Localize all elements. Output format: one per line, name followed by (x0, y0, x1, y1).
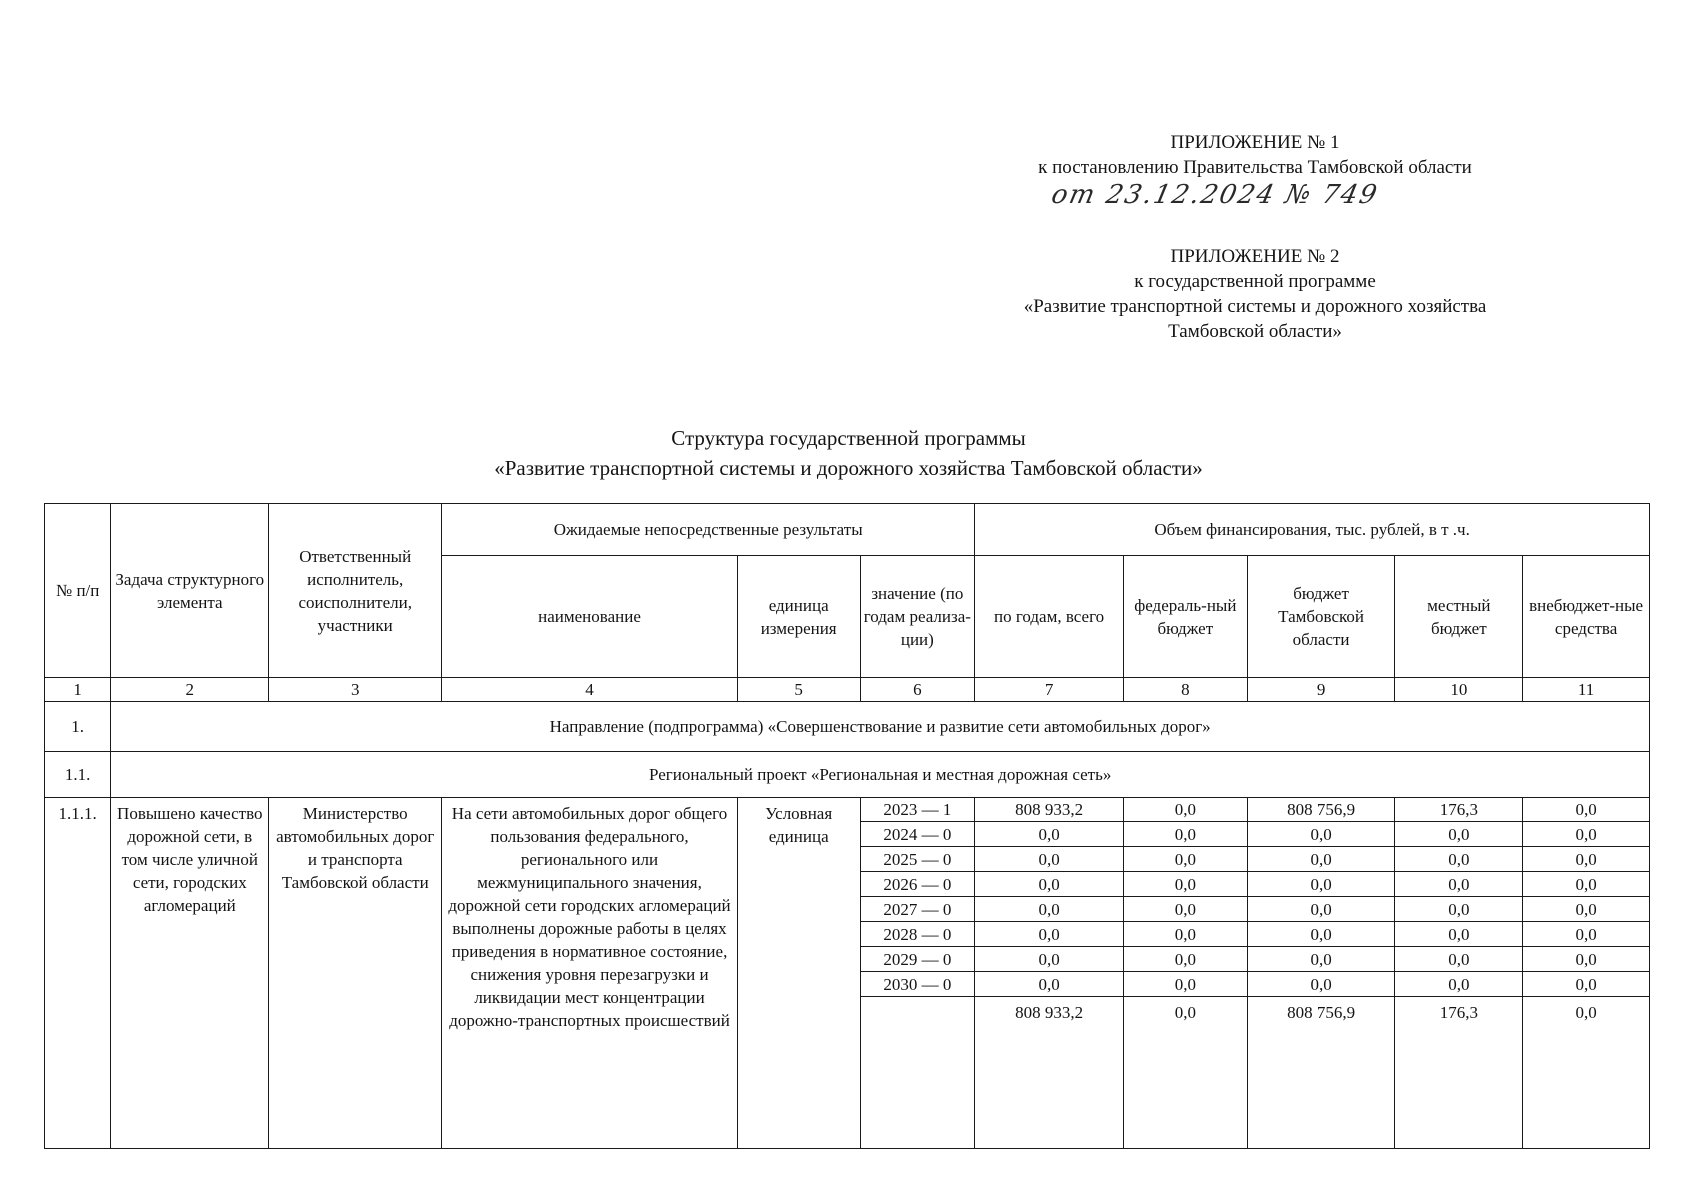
regional-amount: 0,0 (1247, 947, 1395, 972)
local-amount: 0,0 (1395, 822, 1523, 847)
year-value: 2025 — 0 (860, 847, 975, 872)
extra-amount: 0,0 (1523, 822, 1650, 847)
federal-amount: 0,0 (1123, 922, 1247, 947)
year-value: 2029 — 0 (860, 947, 975, 972)
header-unit: единица измерения (737, 556, 860, 678)
header-federal: федераль-ный бюджет (1123, 556, 1247, 678)
year-value: 2026 — 0 (860, 872, 975, 897)
local-amount: 0,0 (1395, 922, 1523, 947)
total-amount: 808 933,2 (975, 798, 1124, 822)
col-number: 1 (45, 678, 111, 702)
header-finance-group: Объем финансирования, тыс. рублей, в т .ч. (975, 504, 1650, 556)
extra-amount: 0,0 (1523, 897, 1650, 922)
col-number: 4 (442, 678, 738, 702)
appendix-2-line2: «Развитие транспортной системы и дорожного хозяйства (1023, 296, 1487, 317)
row-1-1-1-unit: Условная единица (737, 798, 860, 1149)
year-value: 2028 — 0 (860, 922, 975, 947)
total-amount: 0,0 (975, 922, 1124, 947)
regional-amount: 0,0 (1247, 972, 1395, 997)
header-executor: Ответственный исполнитель, соисполнители, участники (269, 504, 442, 678)
header-row-1 (45, 504, 1650, 556)
row-1-1-1-task: Повышено качество дорожной сети, в том числе уличной сети, городских агломераций (111, 798, 269, 1149)
structure-table (44, 503, 1650, 1149)
year-value: 2024 — 0 (860, 822, 975, 847)
appendix-2-block (960, 244, 1550, 344)
summary-regional: 808 756,9 (1247, 997, 1395, 1149)
local-amount: 0,0 (1395, 897, 1523, 922)
col-number: 2 (111, 678, 269, 702)
federal-amount: 0,0 (1123, 897, 1247, 922)
header-total: по годам, всего (975, 556, 1124, 678)
col-number: 7 (975, 678, 1124, 702)
header-local: местный бюджет (1395, 556, 1523, 678)
local-amount: 0,0 (1395, 947, 1523, 972)
appendix-2-title: ПРИЛОЖЕНИЕ № 2 (1170, 246, 1340, 267)
summary-extra: 0,0 (1523, 997, 1650, 1149)
header-num: № п/п (45, 504, 111, 678)
extra-amount: 0,0 (1523, 872, 1650, 897)
appendix-1-block (990, 130, 1520, 210)
column-numbers-row (45, 678, 1650, 702)
header-value: значение (по годам реализа-ции) (860, 556, 975, 678)
extra-amount: 0,0 (1523, 947, 1650, 972)
federal-amount: 0,0 (1123, 947, 1247, 972)
local-amount: 0,0 (1395, 847, 1523, 872)
document-title (0, 423, 1697, 483)
year-value: 2023 — 1 (860, 798, 975, 822)
total-amount: 0,0 (975, 872, 1124, 897)
appendix-1-line: к постановлению Правительства Тамбовской области (1038, 157, 1472, 178)
total-amount: 0,0 (975, 972, 1124, 997)
document-title-line1: Структура государственной программы (671, 426, 1026, 450)
section-row-1 (45, 702, 1650, 752)
row-1-1-1-result: На сети автомобильных дорог общего пользования федерального, регионального или межмуниципального значения, дорожной сети городских агломераций выполнены дорожные работы в целях приведения в нормативное состояние, снижения уровня перезагрузки и ликвидации мест концентрации дорожно-транспортных происшествий (442, 798, 738, 1149)
federal-amount: 0,0 (1123, 972, 1247, 997)
regional-amount: 0,0 (1247, 822, 1395, 847)
appendix-2-line3: Тамбовской области» (1168, 321, 1342, 342)
summary-total: 808 933,2 (975, 997, 1124, 1149)
summary-federal: 0,0 (1123, 997, 1247, 1149)
section-row-1-1 (45, 752, 1650, 798)
local-amount: 176,3 (1395, 798, 1523, 822)
summary-local: 176,3 (1395, 997, 1523, 1149)
regional-amount: 0,0 (1247, 847, 1395, 872)
row-1-1-1-num: 1.1.1. (45, 798, 111, 1149)
col-number: 10 (1395, 678, 1523, 702)
year-value: 2027 — 0 (860, 897, 975, 922)
col-number: 8 (1123, 678, 1247, 702)
section-1-title: Направление (подпрограмма) «Совершенствование и развитие сети автомобильных дорог» (111, 702, 1650, 752)
total-amount: 0,0 (975, 847, 1124, 872)
regional-amount: 808 756,9 (1247, 798, 1395, 822)
federal-amount: 0,0 (1123, 872, 1247, 897)
col-number: 3 (269, 678, 442, 702)
handwritten-date-number: от 23.12.2024 № 749 (1048, 180, 1382, 210)
section-1-1-num: 1.1. (45, 752, 111, 798)
total-amount: 0,0 (975, 897, 1124, 922)
col-number: 5 (737, 678, 860, 702)
header-name: наименование (442, 556, 738, 678)
col-number: 6 (860, 678, 975, 702)
federal-amount: 0,0 (1123, 798, 1247, 822)
appendix-1-title: ПРИЛОЖЕНИЕ № 1 (1170, 132, 1340, 153)
extra-amount: 0,0 (1523, 922, 1650, 947)
col-number: 9 (1247, 678, 1395, 702)
total-amount: 0,0 (975, 822, 1124, 847)
regional-amount: 0,0 (1247, 922, 1395, 947)
regional-amount: 0,0 (1247, 897, 1395, 922)
header-regional: бюджет Тамбовской области (1247, 556, 1395, 678)
total-amount: 0,0 (975, 947, 1124, 972)
section-1-1-title: Региональный проект «Региональная и местная дорожная сеть» (111, 752, 1650, 798)
header-results-group: Ожидаемые непосредственные результаты (442, 504, 975, 556)
local-amount: 0,0 (1395, 972, 1523, 997)
regional-amount: 0,0 (1247, 872, 1395, 897)
local-amount: 0,0 (1395, 872, 1523, 897)
header-task: Задача структурного элемента (111, 504, 269, 678)
extra-amount: 0,0 (1523, 847, 1650, 872)
table-row (45, 798, 1650, 822)
federal-amount: 0,0 (1123, 847, 1247, 872)
row-1-1-1-executor: Министерство автомобильных дорог и транспорта Тамбовской области (269, 798, 442, 1149)
appendix-2-line1: к государственной программе (1134, 271, 1376, 292)
section-1-num: 1. (45, 702, 111, 752)
document-title-line2: «Развитие транспортной системы и дорожного хозяйства Тамбовской области» (494, 456, 1203, 480)
header-extra: внебюджет-ные средства (1523, 556, 1650, 678)
extra-amount: 0,0 (1523, 798, 1650, 822)
extra-amount: 0,0 (1523, 972, 1650, 997)
summary-value (860, 997, 975, 1149)
col-number: 11 (1523, 678, 1650, 702)
federal-amount: 0,0 (1123, 822, 1247, 847)
year-value: 2030 — 0 (860, 972, 975, 997)
